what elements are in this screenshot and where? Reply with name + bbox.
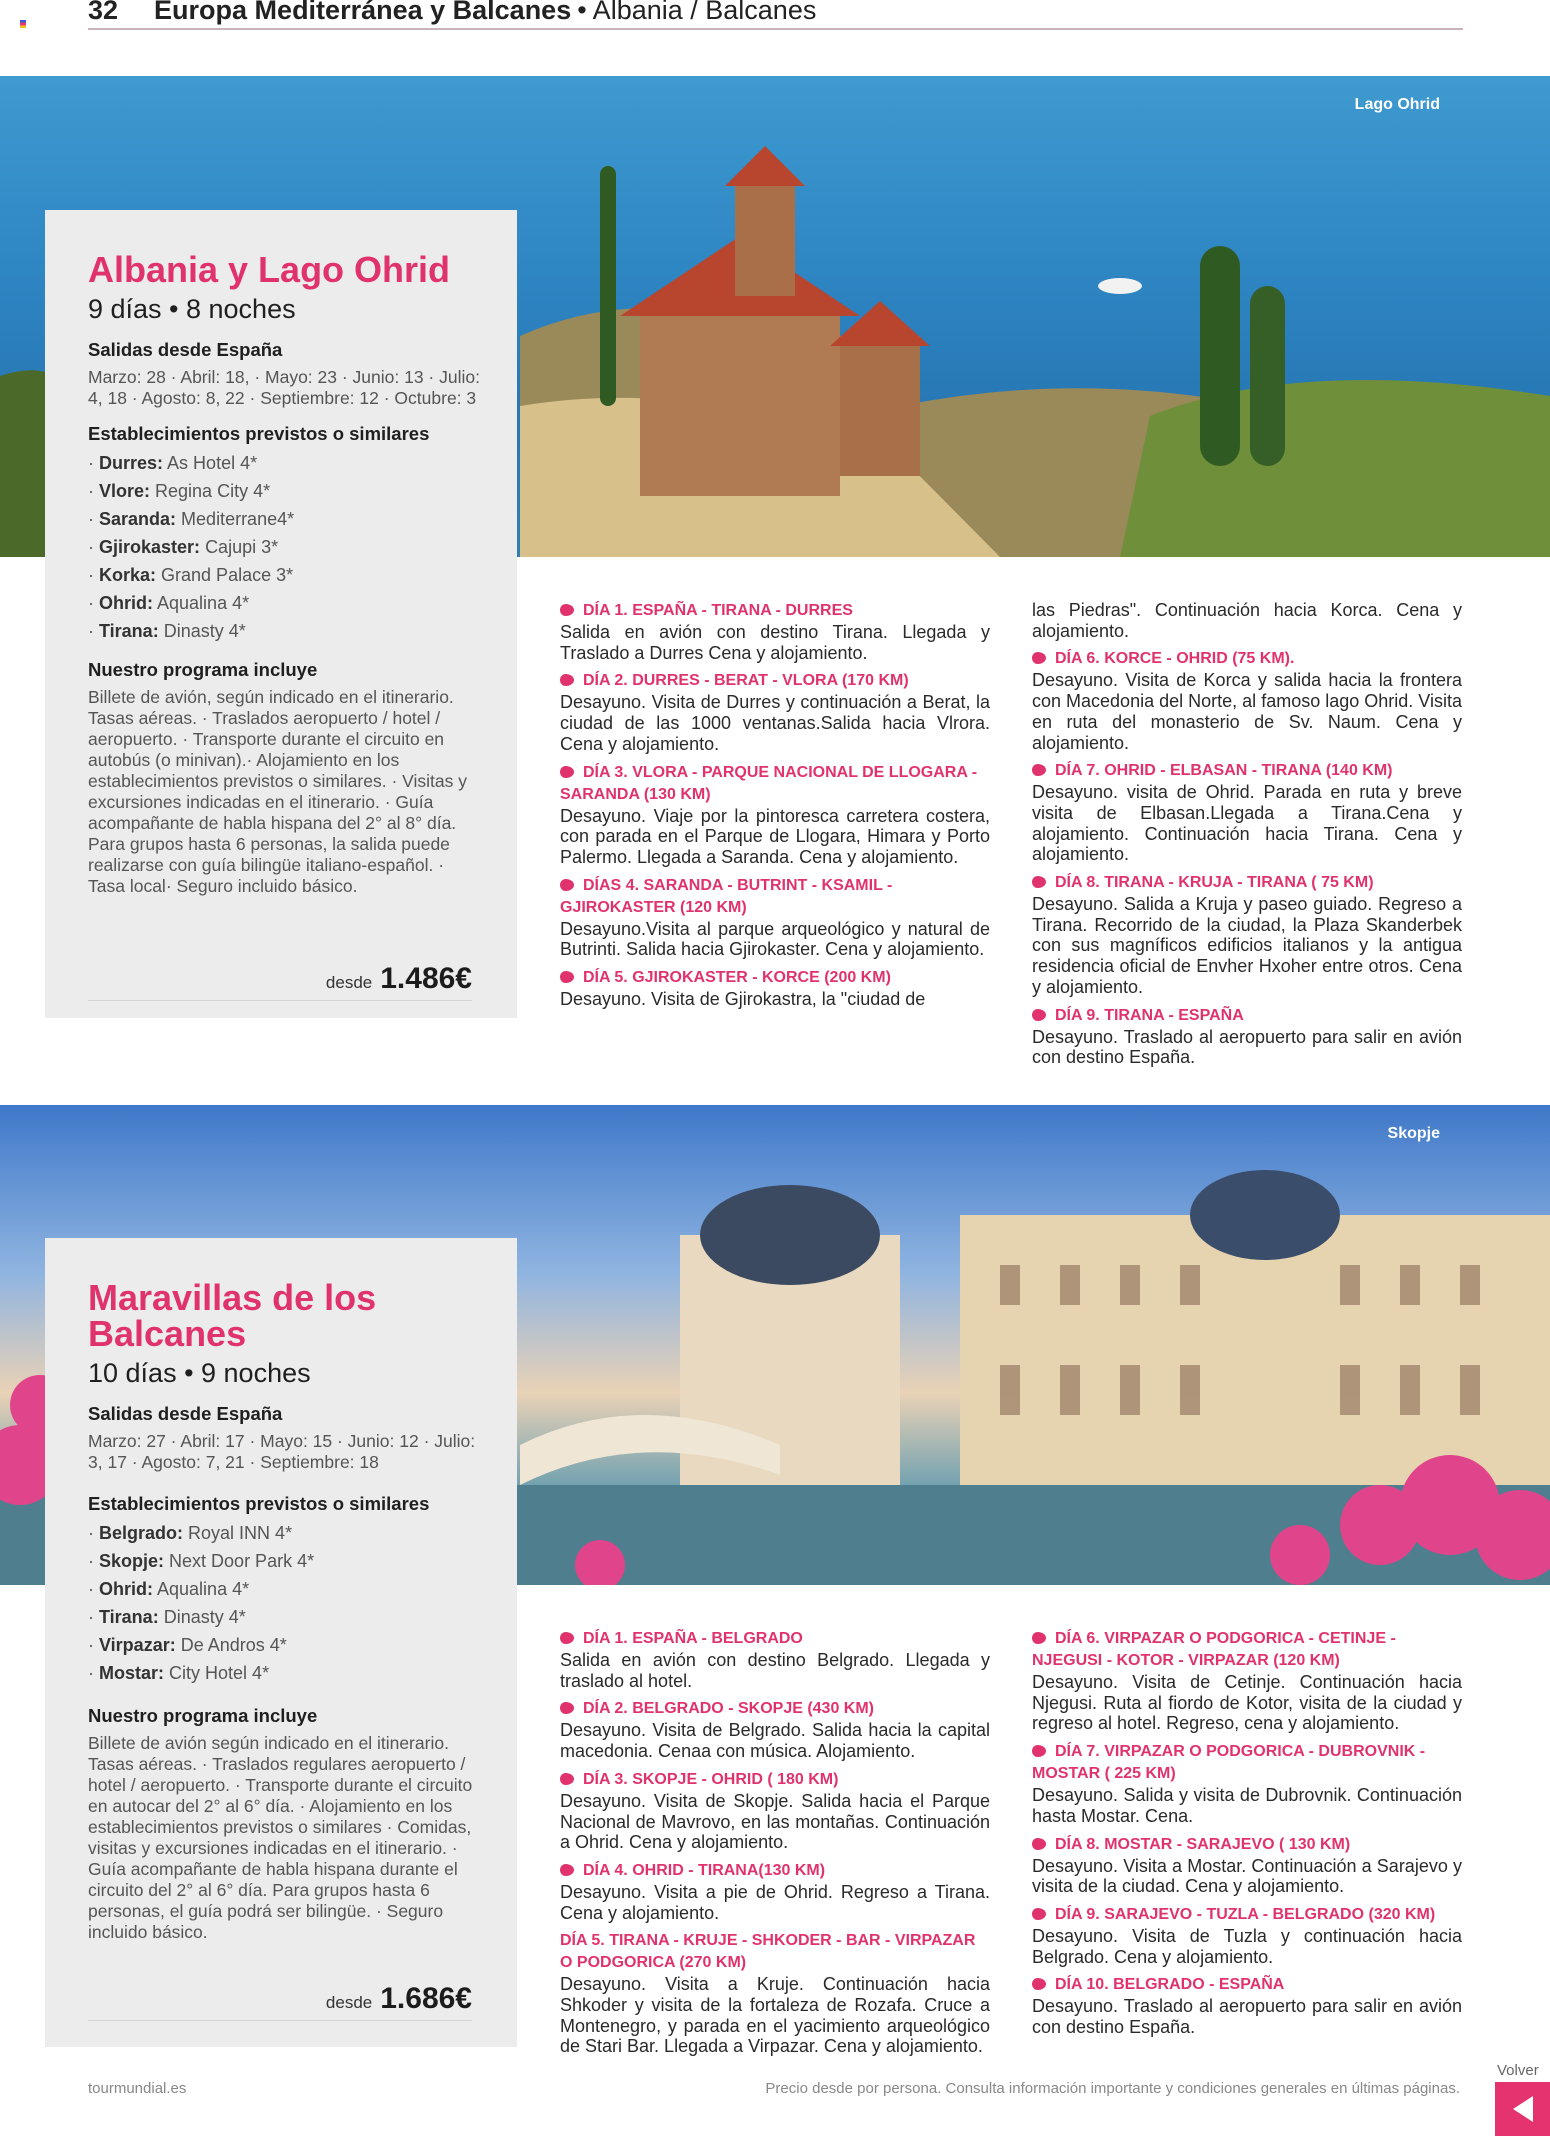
hotel-name: Mediterrane4* xyxy=(181,509,295,529)
itinerary-day xyxy=(1032,1005,1462,1068)
itinerary-day xyxy=(560,1628,990,1691)
price-prefix: desde xyxy=(325,973,373,992)
bullet-icon xyxy=(560,1632,574,1644)
hotel-city: Belgrado: xyxy=(99,1523,184,1543)
day-description: Desayuno. Visita de Cetinje. Continuación hacia Njegusi. Ruta al fiordo de Kotor, visita de la ciudad y regreso al hotel. Regreso, cena y alojamiento. xyxy=(1032,1672,1462,1734)
day-heading xyxy=(1032,872,1462,894)
hotel-city: Ohrid: xyxy=(99,1579,153,1599)
hotel-item: · Vlore: Regina City 4* xyxy=(88,481,271,501)
hotel-city: Durres: xyxy=(99,453,164,473)
departures-heading: Salidas desde España xyxy=(88,1403,283,1424)
day-title: DÍA 10. BELGRADO - ESPAÑA xyxy=(1055,1976,1285,1994)
bullet-icon xyxy=(560,879,574,891)
tour-title: Albania y Lago Ohrid xyxy=(88,249,451,290)
itinerary-column xyxy=(1032,600,1462,1075)
departure-dates: Marzo: 27 · Abril: 17 · Mayo: 15 · Junio: 12 · Julio: 3, 17 · Agosto: 7, 21 · Septiembre: 18 xyxy=(88,1431,476,1472)
day-title: DÍA 4. OHRID - TIRANA(130 KM) xyxy=(583,1861,826,1879)
hotel-name: Royal INN 4* xyxy=(188,1523,293,1543)
day-heading xyxy=(1032,1628,1462,1672)
tour-duration: 9 días • 8 noches xyxy=(88,294,296,324)
departure-dates: Marzo: 28 · Abril: 18, · Mayo: 23 · Junio: 13 · Julio: 4, 18 · Agosto: 8, 22 · Septiembre: 12 · Octubre: 3 xyxy=(88,367,480,408)
itinerary-day xyxy=(1032,1834,1462,1897)
day-description: Salida en avión con destino Belgrado. Llegada y traslado al hotel. xyxy=(560,1650,990,1691)
price xyxy=(88,962,472,1001)
day-description: Desayuno. Visita a Kruje. Continuación hacia Shkoder y visita de la fortaleza de Rozafa. Cruce a Montenegro, y parada en el yacimiento arqueológico de Stari Bar. Llegada a Virpazar. Cena y alojamiento. xyxy=(560,1974,990,2057)
day-title: DÍA 5. GJIROKASTER - KORCE (200 KM) xyxy=(583,969,891,987)
itinerary-day xyxy=(560,1930,990,2057)
day-heading xyxy=(1032,1005,1462,1027)
bullet-icon xyxy=(1032,1838,1046,1850)
hotel-name: Regina City 4* xyxy=(155,481,271,501)
day-description: Desayuno. Salida a Kruja y paseo guiado. Regreso a Tirana. Recorrido de la ciudad, la Plaza Skanderbek con sus magníficos edificios italianos y la antigua residencia oficial de Envher Hxoher entre otros. Cena y alojamiento. xyxy=(1032,894,1462,997)
hotel-name: City Hotel 4* xyxy=(169,1663,270,1683)
day-title: DÍA 8. TIRANA - KRUJA - TIRANA ( 75 KM) xyxy=(1055,874,1374,892)
day-description: Desayuno. Traslado al aeropuerto para salir en avión con destino España. xyxy=(1032,1026,1462,1068)
hotel-list xyxy=(88,449,517,645)
bullet-icon xyxy=(1032,1978,1046,1990)
itinerary-day xyxy=(1032,1904,1462,1967)
bullet-icon xyxy=(1032,876,1046,888)
hotel-item: · Skopje: Next Door Park 4* xyxy=(88,1551,315,1571)
hotel-city: Ohrid: xyxy=(99,593,153,613)
hotel-item: · Tirana: Dinasty 4* xyxy=(88,621,246,641)
bullet-icon xyxy=(1032,652,1046,664)
itinerary-column xyxy=(560,600,990,1017)
hotel-item: · Belgrado: Royal INN 4* xyxy=(88,1523,293,1543)
hotel-city: Gjirokaster: xyxy=(99,537,201,557)
hotel-city: Vlore: xyxy=(99,481,151,501)
day-heading xyxy=(560,1930,990,1974)
hotels-heading: Establecimientos previstos o similares xyxy=(88,1493,430,1514)
price-prefix: desde xyxy=(325,1993,373,2012)
bullet-icon xyxy=(560,674,574,686)
day-heading xyxy=(560,762,990,806)
itinerary-day xyxy=(560,600,990,663)
day-heading xyxy=(1032,648,1462,670)
page-header xyxy=(88,0,1463,30)
hotel-name: Aqualina 4* xyxy=(157,1579,250,1599)
hotel-name: As Hotel 4* xyxy=(167,453,258,473)
price-value: 1.486€ xyxy=(380,962,472,995)
day-heading xyxy=(560,1628,990,1650)
day-description: Salida en avión con destino Tirana. Llegada y Traslado a Durres Cena y alojamiento. xyxy=(560,622,990,663)
hotel-name: Dinasty 4* xyxy=(163,1607,246,1627)
day-title: DÍA 1. ESPAÑA - BELGRADO xyxy=(583,1630,803,1647)
itinerary-day xyxy=(1032,872,1462,998)
itinerary-day xyxy=(560,762,990,868)
section-title: Europa Mediterránea y Balcanes xyxy=(154,0,572,25)
day-title: DÍA 9. SARAJEVO - TUZLA - BELGRADO (320 KM) xyxy=(1055,1905,1436,1923)
hotel-name: Next Door Park 4* xyxy=(169,1551,315,1571)
day-title: DÍA 3. VLORA - PARQUE NACIONAL DE LLOGARA - SARANDA (130 KM) xyxy=(560,763,978,803)
itinerary-continuation: las Piedras". Continuación hacia Korca. Cena y alojamiento. xyxy=(1032,600,1462,641)
day-title: DÍA 8. MOSTAR - SARAJEVO ( 130 KM) xyxy=(1055,1835,1351,1853)
day-title: DÍA 2. BELGRADO - SKOPJE (430 KM) xyxy=(583,1700,875,1718)
bullet-icon xyxy=(560,1773,574,1785)
hotel-name: Dinasty 4* xyxy=(163,621,246,641)
itinerary-day xyxy=(1032,1628,1462,1734)
day-heading xyxy=(1032,1904,1462,1926)
hotel-item: · Virpazar: De Andros 4* xyxy=(88,1635,287,1655)
includes-heading: Nuestro programa incluye xyxy=(88,659,318,680)
hotel-item: · Mostar: City Hotel 4* xyxy=(88,1663,270,1683)
photo-caption: Lago Ohrid xyxy=(1354,96,1440,113)
day-description: Desayuno. Visita de Korca y salida hacia la frontera con Macedonia del Norte, al famoso lago Ohrid. Visita en ruta del monasterio de Sv. Naum. Cena y alojamiento. xyxy=(1032,670,1462,753)
bullet-icon xyxy=(560,1864,574,1876)
bullet-icon xyxy=(1032,1908,1046,1920)
hotel-item: · Tirana: Dinasty 4* xyxy=(88,1607,246,1627)
bullet-icon xyxy=(560,1702,574,1714)
itinerary-day xyxy=(1032,1974,1462,2037)
day-description: Desayuno.Visita al parque arqueológico y natural de Butrinti. Salida hacia Gjirokaster. Cena y alojamiento. xyxy=(560,918,990,960)
day-heading xyxy=(560,1698,990,1720)
itinerary-column xyxy=(560,1628,990,2064)
hotel-item: · Ohrid: Aqualina 4* xyxy=(88,593,250,613)
tour-duration: 10 días • 9 noches xyxy=(88,1358,311,1388)
hotel-city: Mostar: xyxy=(99,1663,165,1683)
day-heading xyxy=(560,670,990,692)
hotel-city: Saranda: xyxy=(99,509,177,529)
tour-card xyxy=(45,210,517,1018)
back-button[interactable] xyxy=(1495,2082,1550,2136)
hotel-city: Virpazar: xyxy=(99,1635,176,1655)
day-description: Desayuno. Visita de Skopje. Salida hacia el Parque Nacional de Mavrovo, en las montañas. Continuación a Ohrid. Cena y alojamiento. xyxy=(560,1790,990,1853)
day-description: Desayuno. Visita de Belgrado. Salida hacia la capital macedonia. Cenaa con música. Alojamiento. xyxy=(560,1720,990,1762)
day-heading xyxy=(1032,1834,1462,1856)
includes-heading: Nuestro programa incluye xyxy=(88,1705,318,1726)
day-heading xyxy=(560,967,990,989)
arrow-left-icon xyxy=(1513,2096,1533,2122)
hotel-item: · Gjirokaster: Cajupi 3* xyxy=(88,537,279,557)
hotel-city: Korka: xyxy=(99,565,157,585)
day-description: Desayuno. Visita de Gjirokastra, la "ciudad de xyxy=(560,989,926,1010)
day-heading xyxy=(1032,760,1462,782)
day-title: DÍA 6. VIRPAZAR O PODGORICA - CETINJE - NJEGUSI - KOTOR - VIRPAZAR (120 KM) xyxy=(1032,1630,1396,1669)
hotel-city: Tirana: xyxy=(99,621,159,641)
day-title: DÍA 6. KORCE - OHRID (75 KM). xyxy=(1055,650,1295,668)
day-description: Desayuno. Traslado al aeropuerto para salir en avión con destino España. xyxy=(1032,1996,1462,2038)
day-title: DÍAS 4. SARANDA - BUTRINT - KSAMIL - GJIROKASTER (120 KM) xyxy=(560,876,893,916)
bullet-icon xyxy=(1032,1009,1046,1021)
day-title: DÍA 5. TIRANA - KRUJE - SHKODER - BAR - VIRPAZAR O PODGORICA (270 KM) xyxy=(560,1932,976,1972)
website-label: tourmundial.es xyxy=(88,2080,187,2097)
hotel-item: · Saranda: Mediterrane4* xyxy=(88,509,295,529)
hotels-heading: Establecimientos previstos o similares xyxy=(88,423,430,444)
itinerary-day xyxy=(1032,1741,1462,1826)
includes-text: Billete de avión, según indicado en el itinerario. Tasas aéreas. · Traslados aeropuerto / hotel / aeropuerto. · Transporte durante el circuito en autobús (o minivan).· Alojamiento en los establecimientos previstos o similares. · Visitas y excursiones indicadas en el itinerario. · Guía acompañante de habla hispana del 2° al 8° día. Para grupos hasta 6 personas, la salida puede realizarse con guía bilingüe italiano-español. · Tasa local· Seguro incluido básico. xyxy=(88,687,467,896)
subsection-title: • Albania / Balcanes xyxy=(577,0,817,25)
day-description: Desayuno. Visita a pie de Ohrid. Regreso a Tirana. Cena y alojamiento. xyxy=(560,1881,990,1923)
itinerary-day xyxy=(560,1860,990,1923)
back-label[interactable]: Volver xyxy=(1497,2062,1539,2079)
itinerary-day xyxy=(560,875,990,960)
day-title: DÍA 7. VIRPAZAR O PODGORICA - DUBROVNIK - MOSTAR ( 225 KM) xyxy=(1032,1743,1426,1783)
itinerary-day xyxy=(1032,760,1462,865)
price-value: 1.686€ xyxy=(380,1982,472,2015)
day-heading xyxy=(1032,1974,1462,1996)
bullet-icon xyxy=(1032,1745,1046,1757)
hotel-name: Aqualina 4* xyxy=(157,593,250,613)
day-description: Desayuno. Visita de Durres y continuación a Berat, la ciudad de las 1000 ventanas.Salida hacia Vlrora. Cena y alojamiento. xyxy=(560,692,990,754)
itinerary-day xyxy=(560,967,990,1010)
day-heading xyxy=(560,875,990,919)
day-title: DÍA 9. TIRANA - ESPAÑA xyxy=(1055,1006,1244,1024)
day-description: Desayuno. Visita de Tuzla y continuación hacia Belgrado. Cena y alojamiento. xyxy=(1032,1925,1462,1967)
hotel-item: · Ohrid: Aqualina 4* xyxy=(88,1579,250,1599)
itinerary-day xyxy=(560,670,990,754)
hotel-name: De Andros 4* xyxy=(180,1635,287,1655)
day-title: DÍA 1. ESPAÑA - TIRANA - DURRES xyxy=(583,602,853,619)
includes-text: Billete de avión según indicado en el itinerario. Tasas aéreas. · Traslados regulares aeropuerto / hotel / aeropuerto. · Transporte durante el circuito en autocar del 2° al 6° día. · Alojamiento en los establecimientos previstos o similares · Comidas, visitas y excursiones indicadas en el itinerario. · Guía acompañante de habla hispana durante el circuito del 2° al 6° día. Para grupos hasta 6 personas, el guía podrá ser bilingüe. · Seguro incluido básico. xyxy=(88,1733,473,1942)
hotel-name: Cajupi 3* xyxy=(205,537,279,557)
day-heading xyxy=(560,1769,990,1791)
photo-caption: Skopje xyxy=(1387,1125,1440,1142)
day-description: Desayuno. visita de Ohrid. Parada en ruta y breve visita de Elbasan.Llegada a Tirana.Cena y alojamiento. Continuación hacia Tirana. Cena y alojamiento. xyxy=(1032,782,1462,865)
bullet-icon xyxy=(560,604,574,616)
bullet-icon xyxy=(560,971,574,983)
hotel-name: Grand Palace 3* xyxy=(161,565,294,585)
price xyxy=(88,1982,472,2021)
day-title: DÍA 2. DURRES - BERAT - VLORA (170 KM) xyxy=(583,672,909,690)
day-description: Desayuno. Viaje por la pintoresca carretera costera, con parada en el Parque de Llogara, Himara y Porto Palermo. Llegada a Saranda. Cena y alojamiento. xyxy=(560,805,990,867)
day-title: DÍA 7. OHRID - ELBASAN - TIRANA (140 KM) xyxy=(1055,762,1393,780)
day-description: Desayuno. Salida y visita de Dubrovnik. Continuación hasta Mostar. Cena. xyxy=(1032,1785,1462,1826)
itinerary-day xyxy=(560,1769,990,1853)
bullet-icon xyxy=(1032,764,1046,776)
itinerary-day xyxy=(1032,648,1462,753)
itinerary-column xyxy=(1032,1628,1462,2045)
bullet-icon xyxy=(560,766,574,778)
day-heading xyxy=(560,600,990,622)
itinerary-day xyxy=(560,1698,990,1761)
color-registration-mark xyxy=(20,20,26,28)
tour-title: Maravillas de los Balcanes xyxy=(88,1277,377,1354)
page-number: 32 xyxy=(88,0,119,25)
hotel-item: · Korka: Grand Palace 3* xyxy=(88,565,294,585)
hotel-city: Skopje: xyxy=(99,1551,165,1571)
day-title: DÍA 3. SKOPJE - OHRID ( 180 KM) xyxy=(583,1770,839,1788)
departures-heading: Salidas desde España xyxy=(88,339,283,360)
hotel-item: · Durres: As Hotel 4* xyxy=(88,453,258,473)
hotel-list xyxy=(88,1519,517,1687)
day-description: Desayuno. Visita a Mostar. Continuación a Sarajevo y visita de la ciudad. Cena y alojamiento. xyxy=(1032,1855,1462,1897)
price-disclaimer: Precio desde por persona. Consulta información importante y condiciones generales en últimas páginas. xyxy=(765,2080,1460,2097)
hotel-city: Tirana: xyxy=(99,1607,159,1627)
bullet-icon xyxy=(1032,1632,1046,1644)
day-heading xyxy=(560,1860,990,1882)
day-heading xyxy=(1032,1741,1462,1785)
tour-card xyxy=(45,1238,517,2047)
